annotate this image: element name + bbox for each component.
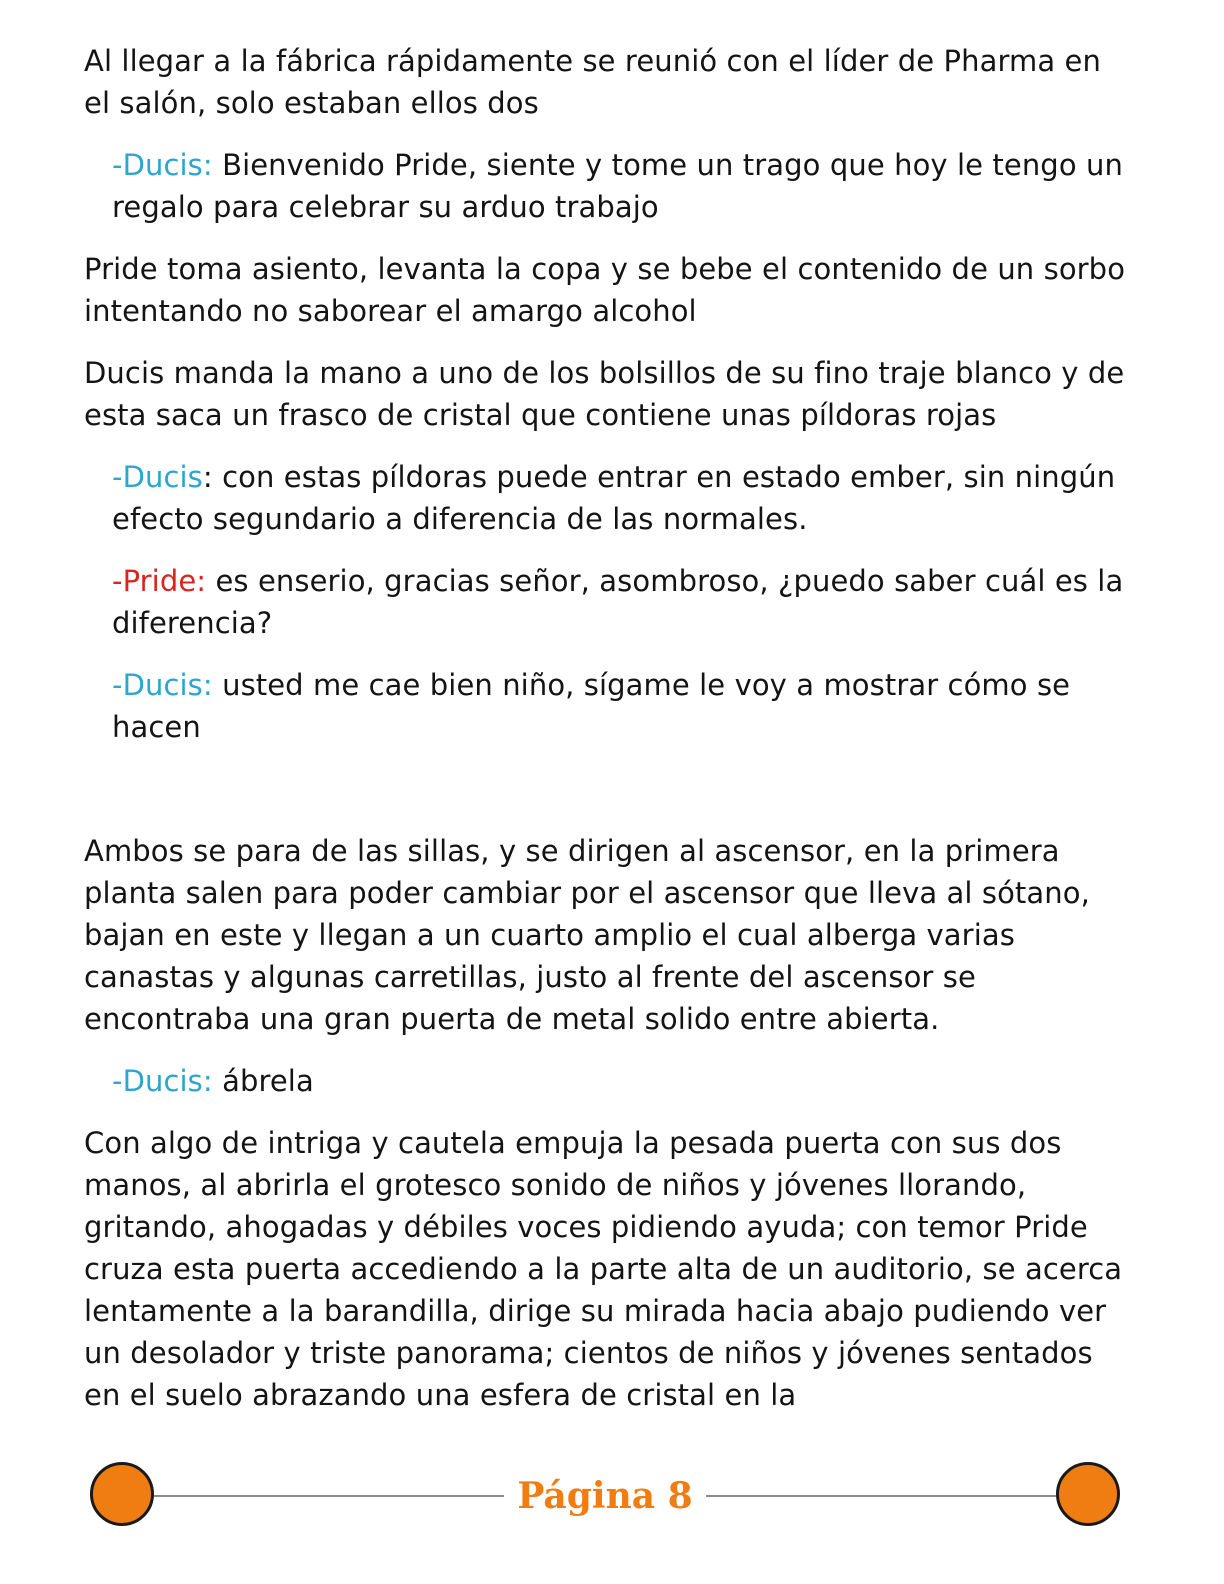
dialogue-line	[112, 560, 1134, 644]
dialogue-text: Bienvenido Pride, siente y tome un trago que hoy le tengo un regalo para celebrar su arduo trabajo	[112, 148, 1123, 224]
footer-right-rule	[706, 1495, 1056, 1497]
dialogue-text: ábrela	[212, 1064, 314, 1098]
page-footer	[90, 1462, 1120, 1526]
speaker-label: -Pride:	[112, 564, 207, 598]
page-body	[84, 40, 1134, 1436]
dialogue-text: usted me cae bien niño, sígame le voy a mostrar cómo se hacen	[112, 668, 1071, 744]
dialogue-line	[112, 664, 1134, 748]
narration-paragraph: Ducis manda la mano a uno de los bolsillos de su fino traje blanco y de esta saca un frasco de cristal que contiene unas píldoras rojas	[84, 356, 1125, 432]
speaker-label: -Ducis:	[112, 1064, 213, 1098]
section-spacer	[84, 768, 1134, 830]
dialogue-text: : con estas píldoras puede entrar en estado ember, sin ningún efecto segundario a diferencia de las normales.	[112, 460, 1116, 536]
dialogue-line	[112, 456, 1134, 540]
footer-right-circle-icon	[1056, 1462, 1120, 1526]
narration-paragraph: Al llegar a la fábrica rápidamente se reunió con el líder de Pharma en el salón, solo estaban ellos dos	[84, 44, 1101, 120]
narration-paragraph: Ambos se para de las sillas, y se dirigen al ascensor, en la primera planta salen para poder cambiar por el ascensor que lleva al sótano, bajan en este y llegan a un cuarto amplio el cual alberga varias canastas y algunas carretillas, justo al frente del ascensor se encontraba una gran puerta de metal solido entre abierta.	[84, 834, 1090, 1036]
speaker-label: -Ducis	[112, 460, 203, 494]
dialogue-line	[112, 144, 1134, 228]
page-number: Página 8	[517, 1475, 693, 1517]
narration-paragraph: Pride toma asiento, levanta la copa y se bebe el contenido de un sorbo intentando no saborear el amargo alcohol	[84, 252, 1126, 328]
dialogue-text: es enserio, gracias señor, asombroso, ¿puedo saber cuál es la diferencia?	[112, 564, 1124, 640]
speaker-label: -Ducis:	[112, 148, 213, 182]
dialogue-line	[112, 1060, 1134, 1102]
speaker-label: -Ducis:	[112, 668, 213, 702]
narration-paragraph: Con algo de intriga y cautela empuja la pesada puerta con sus dos manos, al abrirla el grotesco sonido de niños y jóvenes llorando, gritando, ahogadas y débiles voces pidiendo ayuda; con temor Pride cruza esta puerta accediendo a la parte alta de un auditorio, se acerca lentamente a la barandilla, dirige su mirada hacia abajo pudiendo ver un desolador y triste panorama; cientos de niños y jóvenes sentados en el suelo abrazando una esfera de cristal en la	[84, 1126, 1123, 1412]
